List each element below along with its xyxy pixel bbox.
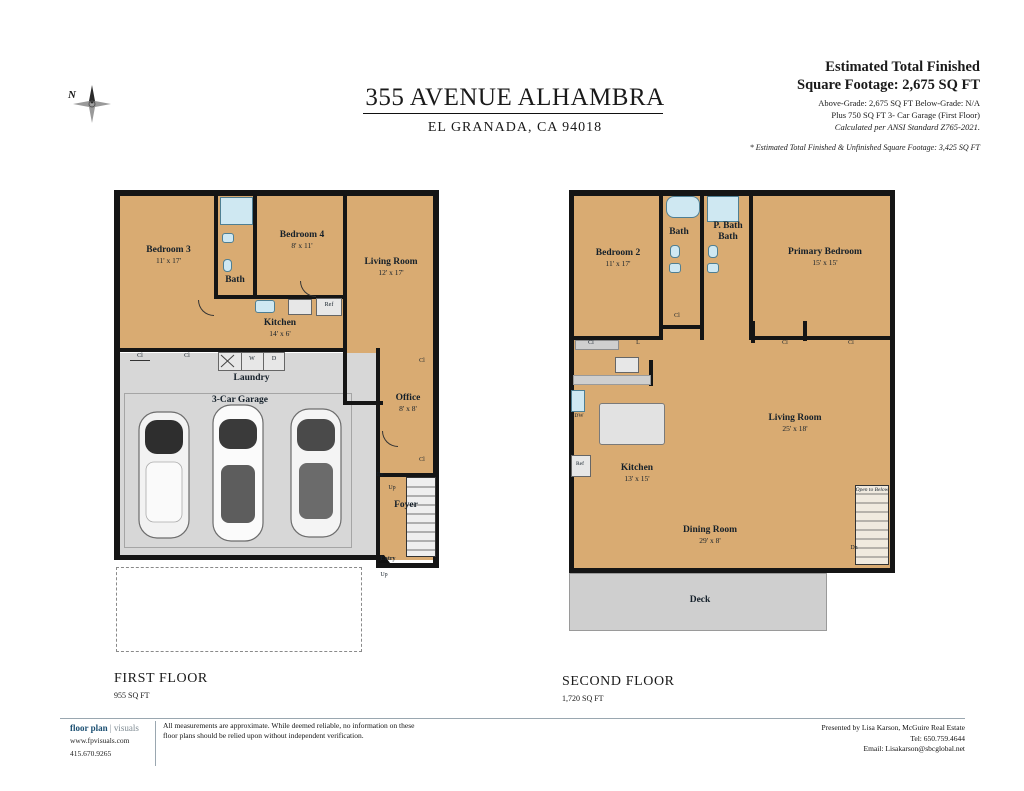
closet-label-h: Cl xyxy=(848,340,854,346)
living-room-label-first: Living Room 12' x 17' xyxy=(364,257,418,277)
exterior-wall-top xyxy=(114,190,439,196)
unfinished-area xyxy=(116,567,362,652)
closet-label-a: Cl xyxy=(137,353,143,359)
range-fixture xyxy=(288,299,312,315)
disclaimer-text: All measurements are approximate. While deemed reliable, no information on these floor plans should be relied upon without independent verification. xyxy=(163,721,415,740)
toilet-fixture-pbath xyxy=(708,245,718,258)
entry-label: Entry xyxy=(380,556,396,562)
second-wall-bath-right xyxy=(700,190,704,340)
deck-label: Deck xyxy=(689,595,711,605)
second-wall-bottom xyxy=(569,568,895,573)
bathtub-fixture xyxy=(666,196,700,218)
summary-line-2: Square Footage: 2,675 SQ FT xyxy=(797,77,980,93)
sink-fixture-bath2 xyxy=(669,263,681,273)
company-website[interactable]: www.fpvisuals.com xyxy=(70,736,130,745)
primary-bath-label: P. Bath Bath xyxy=(713,221,743,242)
sink-fixture-bath1 xyxy=(222,233,234,243)
kitchen-label-second: Kitchen 13' x 15' xyxy=(620,463,654,483)
car-1 xyxy=(136,410,192,540)
agent-credit xyxy=(620,723,965,755)
second-floor-area: 1,720 SQ FT xyxy=(562,694,604,703)
second-wall-closet-left xyxy=(751,321,755,343)
foyer-label: Foyer xyxy=(394,500,418,510)
toilet-fixture-bath2 xyxy=(670,245,680,258)
closet-label-g: Cl xyxy=(782,340,788,346)
compass-rose xyxy=(70,82,114,126)
up-label-1: Up xyxy=(388,485,396,491)
footer-divider xyxy=(60,718,965,719)
kitchen-island xyxy=(599,403,665,445)
car-2 xyxy=(210,403,266,543)
agent-email-line[interactable]: Email: Lisakarson@sbcglobal.net xyxy=(863,744,965,753)
page-subtitle: EL GRANADA, CA 94018 xyxy=(427,120,603,135)
kitchen-label-first: Kitchen 14' x 6' xyxy=(263,318,297,338)
dishwasher-label: DW xyxy=(574,413,584,419)
second-wall-pbath-right xyxy=(749,190,753,340)
shower-fixture-primary xyxy=(707,196,739,222)
stairs-second-floor xyxy=(855,485,889,565)
summary-line-1: Estimated Total Finished xyxy=(825,59,980,75)
up-label-2: Up xyxy=(380,572,388,578)
range-fixture-2 xyxy=(615,357,639,373)
stairs-first-floor xyxy=(406,477,436,557)
shower-fixture xyxy=(220,197,253,225)
first-floor-plan xyxy=(100,185,470,655)
dn-label-1: Dn xyxy=(376,472,384,478)
refrigerator-label: Ref xyxy=(324,302,334,308)
car-3 xyxy=(288,407,344,539)
square-footage-summary xyxy=(690,58,980,133)
counter-run xyxy=(573,375,651,385)
summary-line-4: Plus 750 SQ FT 3- Car Garage (First Floor) xyxy=(831,110,980,120)
closet-label-f: Cl xyxy=(674,313,680,319)
company-phone: 415.670.9265 xyxy=(70,749,112,758)
garage-wall-left xyxy=(114,350,120,560)
open-to-below-label: Open to Below xyxy=(855,487,889,493)
compass-north-label: N xyxy=(68,89,76,101)
bath-1-label: Bath xyxy=(225,275,245,285)
first-floor-name: FIRST FLOOR xyxy=(114,671,208,686)
sink-fixture-pbath xyxy=(707,263,719,273)
second-floor-name: SECOND FLOOR xyxy=(562,674,675,689)
bedroom-3-label: Bedroom 3 11' x 17' xyxy=(146,245,191,265)
closet-label-e: Cl xyxy=(588,340,594,346)
primary-bedroom-label: Primary Bedroom 15' x 15' xyxy=(788,247,862,267)
second-wall-hall-bottom xyxy=(659,325,704,329)
bedroom-4-label: Bedroom 4 8' x 11' xyxy=(279,230,325,250)
closet-label-d: Cl xyxy=(419,457,425,463)
laundry-sink-icon xyxy=(220,354,235,368)
title-divider xyxy=(363,113,663,114)
first-floor-area: 955 SQ FT xyxy=(114,691,150,700)
closet-label-c: Cl xyxy=(419,358,425,364)
interior-wall-living-bottom xyxy=(343,401,383,405)
bath-2-label: Bath xyxy=(669,227,689,237)
interior-wall-office-left xyxy=(376,348,380,568)
logo-main: floor plan xyxy=(70,723,108,733)
agent-phone-line: Tel: 650.759.4644 xyxy=(910,733,965,743)
logo-sub: | visuals xyxy=(109,723,139,733)
garage-wall-bottom xyxy=(114,555,384,560)
company-logo xyxy=(70,723,139,733)
closet-wall-primary xyxy=(803,321,807,341)
toilet-fixture xyxy=(223,259,232,272)
closet-label-b: Cl xyxy=(184,353,190,359)
summary-line-5: Calculated per ANSI Standard Z765-2021. xyxy=(834,122,980,132)
second-wall-right xyxy=(890,190,895,573)
dining-room-label: Dining Room 29' x 8' xyxy=(682,525,738,545)
living-room-label-second: Living Room 25' x 18' xyxy=(768,413,822,433)
laundry-label: Laundry xyxy=(233,373,270,383)
exterior-wall-left xyxy=(114,190,120,355)
page-title: 355 AVENUE ALHAMBRA xyxy=(365,84,665,111)
dishwasher-fixture xyxy=(571,390,585,412)
refrigerator-label-2: Ref xyxy=(576,461,584,467)
washer-label: W xyxy=(249,356,255,362)
second-floor-plan xyxy=(555,185,955,655)
garage-label: 3-Car Garage xyxy=(211,395,269,405)
agent-name-line: Presented by Lisa Karson, McGuire Real Estate xyxy=(821,723,965,732)
bedroom-3-area xyxy=(118,195,218,350)
office-label: Office 8' x 8' xyxy=(395,393,421,413)
bedroom-2-label: Bedroom 2 11' x 17' xyxy=(595,248,641,268)
dryer-label: D xyxy=(271,356,277,362)
summary-footnote: * Estimated Total Finished & Unfinished Square Footage: 3,425 SQ FT xyxy=(749,143,980,152)
summary-line-3: Above-Grade: 2,675 SQ FT Below-Grade: N/A xyxy=(818,98,980,108)
primary-bedroom-area xyxy=(753,195,891,340)
dn-label-2: Dn xyxy=(850,545,858,551)
footer-vertical-divider xyxy=(155,721,156,766)
linen-label: L xyxy=(636,340,640,346)
kitchen-sink-fixture xyxy=(255,300,275,313)
